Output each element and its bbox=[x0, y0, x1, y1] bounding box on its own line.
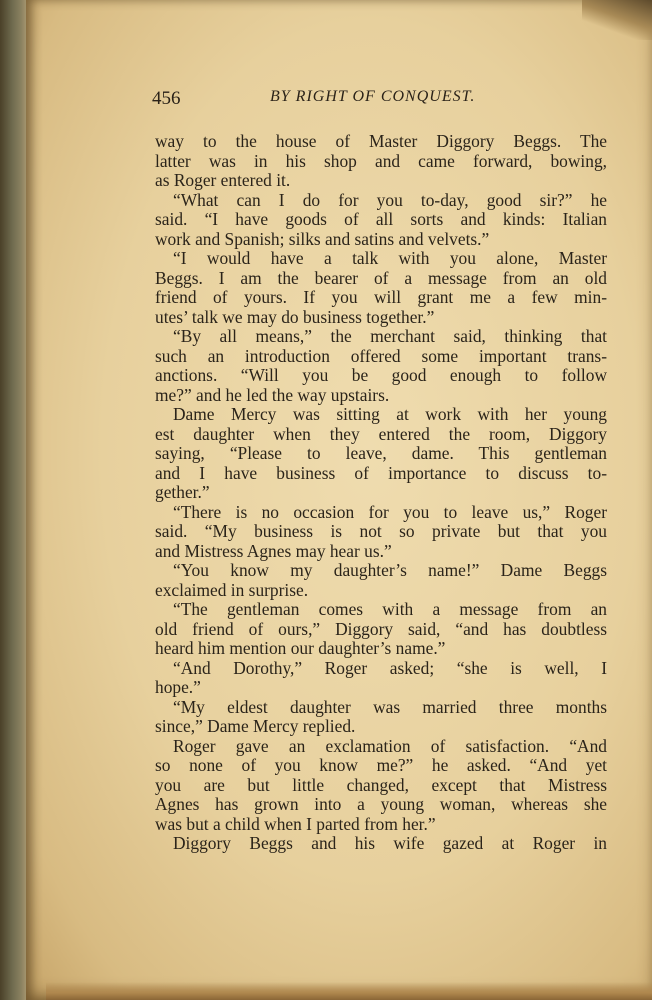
text-line: you are but little changed, except that Mistress bbox=[155, 774, 607, 795]
text-line: Dame Mercy was sitting at work with her young bbox=[173, 404, 607, 424]
text-line: me?” and he led the way upstairs. bbox=[155, 384, 390, 405]
text-line: utes’ talk we may do business together.” bbox=[155, 306, 435, 327]
text-line: anctions. “Will you be good enough to follow bbox=[155, 365, 607, 385]
text-line: heard him mention our daughter’s name.” bbox=[155, 638, 446, 658]
text-line: Diggory Beggs and his wife gazed at Roger in bbox=[173, 833, 607, 853]
text-line: “The gentleman comes with a message from an bbox=[173, 599, 607, 619]
text-line: friend of yours. If you will grant me a few min- bbox=[155, 287, 607, 307]
running-head: BY RIGHT OF CONQUEST. bbox=[270, 88, 476, 105]
text-line: and I have business of importance to discuss to- bbox=[155, 462, 607, 483]
text-line: Roger gave an exclamation of satisfaction. “And bbox=[173, 735, 607, 756]
text-line: “What can I do for you to-day, good sir?” he bbox=[173, 189, 607, 210]
text-line: est daughter when they entered the room, Diggory bbox=[155, 423, 607, 444]
text-line: as Roger entered it. bbox=[155, 170, 291, 190]
text-line: “By all means,” the merchant said, thinking that bbox=[173, 326, 607, 346]
text-line: way to the house of Master Diggory Beggs. The bbox=[155, 131, 607, 151]
page-number: 456 bbox=[152, 88, 181, 109]
text-line: “You know my daughter’s name!” Dame Beggs bbox=[173, 560, 607, 580]
body-text bbox=[155, 132, 607, 854]
text-line: “I would have a talk with you alone, Master bbox=[173, 248, 607, 268]
text-line: was but a child when I parted from her.” bbox=[155, 813, 436, 834]
text-line: said. “I have goods of all sorts and kinds: Italian bbox=[155, 209, 607, 229]
page-header bbox=[150, 88, 610, 112]
text-line: such an introduction offered some important trans- bbox=[155, 345, 607, 366]
text-line: since,” Dame Mercy replied. bbox=[155, 716, 356, 736]
text-line: hope.” bbox=[155, 677, 201, 697]
text-line: “There is no occasion for you to leave us,” Roger bbox=[173, 501, 607, 522]
text-line: Beggs. I am the bearer of a message from an old bbox=[155, 267, 607, 288]
text-line: exclaimed in surprise. bbox=[155, 579, 309, 600]
text-line: old friend of ours,” Diggory said, “and has doubtless bbox=[155, 618, 607, 639]
text-line: and Mistress Agnes may hear us.” bbox=[155, 540, 392, 561]
text-line: work and Spanish; silks and satins and velvets.” bbox=[155, 228, 490, 249]
text-line: latter was in his shop and came forward, bowing, bbox=[155, 150, 607, 171]
text-line: “My eldest daughter was married three months bbox=[173, 696, 607, 717]
text-line: “And Dorothy,” Roger asked; “she is well, I bbox=[173, 657, 607, 678]
text-line: gether.” bbox=[155, 482, 210, 502]
text-line: saying, “Please to leave, dame. This gentleman bbox=[155, 443, 607, 463]
text-line: Agnes has grown into a young woman, whereas she bbox=[155, 794, 607, 814]
text-line: said. “My business is not so private but that you bbox=[155, 521, 607, 541]
text-line: so none of you know me?” he asked. “And yet bbox=[155, 755, 607, 775]
page-curl bbox=[582, 0, 652, 40]
page-bottom-edge bbox=[46, 982, 652, 1000]
